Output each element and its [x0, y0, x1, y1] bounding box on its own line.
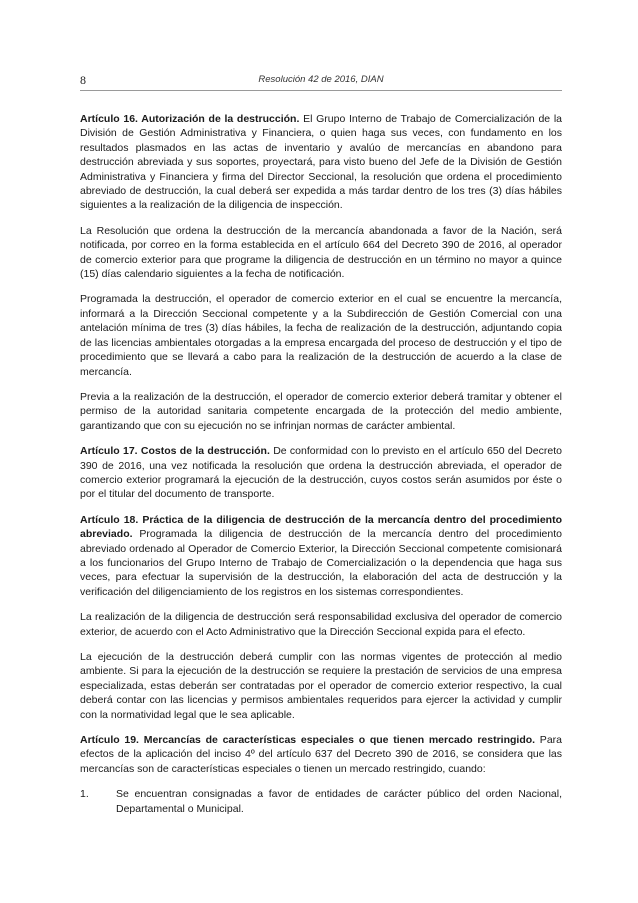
header-title: Resolución 42 de 2016, DIAN	[258, 74, 384, 85]
paragraph-text: La ejecución de la destrucción deberá cumplir con las normas vigentes de protección al medio ambiente. Si para la ejecución de la destrucción se requiere la prestación de servicios de una empresa especializada, estas deberán ser contratadas por el operador de comercio exterior respectivo, la cual deberá contar con las licencias y permisos ambientales requeridos para ejercer la actividad y cumplir con la normatividad legal que le sea aplicable.	[80, 651, 562, 721]
paragraph	[80, 292, 562, 378]
paragraph-text: Programada la destrucción, el operador de comercio exterior en el cual se encuentre la mercancía, informará a la Dirección Seccional competente y a la Subdirección de Gestión Comercial con una antelación mínima de tres (3) días hábiles, la fecha de realización de la destrucción, adjuntando copia de las licencias ambientales otorgadas a la empresa encargada del proceso de destrucción y el tipo de procedimiento que se llevará a cabo para la realización de la destrucción de acuerdo a la clase de mercancía.	[80, 293, 562, 378]
article-heading: Artículo 16. Autorización de la destrucción.	[80, 113, 300, 125]
page-header	[80, 72, 562, 91]
paragraph-text: De conformidad con lo previsto en el artículo 650 del Decreto 390 de 2016, una vez notificada la resolución que ordena la destrucción abreviada, el operador de comercio exterior programará la ejecución de la destrucción, cuyos costos serán asumidos por éste o por el titular del documento de transporte.	[80, 445, 562, 501]
paragraph-text: La Resolución que ordena la destrucción de la mercancía abandonada a favor de la Nación, será notificada, por correo en la forma establecida en el artículo 664 del Decreto 390 de 2016, al operador de comercio exterior para que programe la diligencia de destrucción en un término no mayor a quince (15) días calendario siguientes a la fecha de notificación.	[80, 224, 562, 281]
page-number: 8	[80, 73, 86, 87]
paragraph-text: Programada la diligencia de destrucción de la mercancía dentro del procedimiento abreviado ordenado al Operador de Comercio Exterior, la Dirección Seccional competente comisionará a los funcionarios del Grupo Interno de Trabajo de Comercialización o la dependencia que haga sus veces, para efectuar la supervisión de la destrucción, la elaboración del acta de destrucción y la verificación del diligenciamiento de los registros en los sistemas correspondientes.	[80, 528, 562, 598]
paragraph	[80, 650, 562, 722]
document-body	[80, 112, 562, 816]
list-item-number: 1.	[80, 788, 89, 801]
paragraph-text: El Grupo Interno de Trabajo de Comercialización de la División de Gestión Administrativa y Financiera, o quien haga sus veces, con fundamento en los resultados plasmados en las actas de inventario y avalúo de mercancías en abandono para destrucción abreviada y sus soportes, proyectará, para visto bueno del Jefe de la División de Gestión Administrativa y Financiera y firma del Director Seccional, la resolución que ordena el procedimiento abreviado de destrucción, la cual deberá ser expedida a más tardar dentro de los tres (3) días hábiles siguientes a la realización de la diligencia de inspección.	[80, 113, 562, 212]
paragraph-article-19	[80, 733, 562, 776]
paragraph-article-18	[80, 513, 562, 599]
list-item	[80, 787, 562, 816]
paragraph	[80, 610, 562, 639]
paragraph-text: Para efectos de la aplicación del inciso 4º del artículo 637 del Decreto 390 de 2016, se considera que las mercancías son de características especiales o tienen un mercado restringido, cuando:	[80, 734, 562, 775]
paragraph-article-17	[80, 444, 562, 502]
paragraph	[80, 390, 562, 433]
list-item-text: Se encuentran consignadas a favor de entidades de carácter público del orden Nacional, Departamental o Municipal.	[116, 788, 562, 815]
article-heading: Artículo 18. Práctica de la diligencia de destrucción de la mercancía dentro del procedimiento abreviado.	[80, 513, 562, 541]
paragraph-text: Previa a la realización de la destrucción, el operador de comercio exterior deberá tramitar y obtener el permiso de la autoridad sanitaria competente encargada de la protección del medio ambiente, garantizando que con su ejecución no se infrinjan normas de carácter ambiental.	[80, 390, 562, 432]
paragraph-article-16	[80, 112, 562, 213]
paragraph	[80, 224, 562, 282]
paragraph-text: La realización de la diligencia de destrucción será responsabilidad exclusiva del operador de comercio exterior, de acuerdo con el Acto Administrativo que la Dirección Seccional expida para el efecto.	[80, 611, 562, 638]
article-heading: Artículo 17. Costos de la destrucción.	[80, 445, 270, 458]
article-heading: Artículo 19. Mercancías de características especiales o que tienen mercado restringido.	[80, 734, 536, 747]
